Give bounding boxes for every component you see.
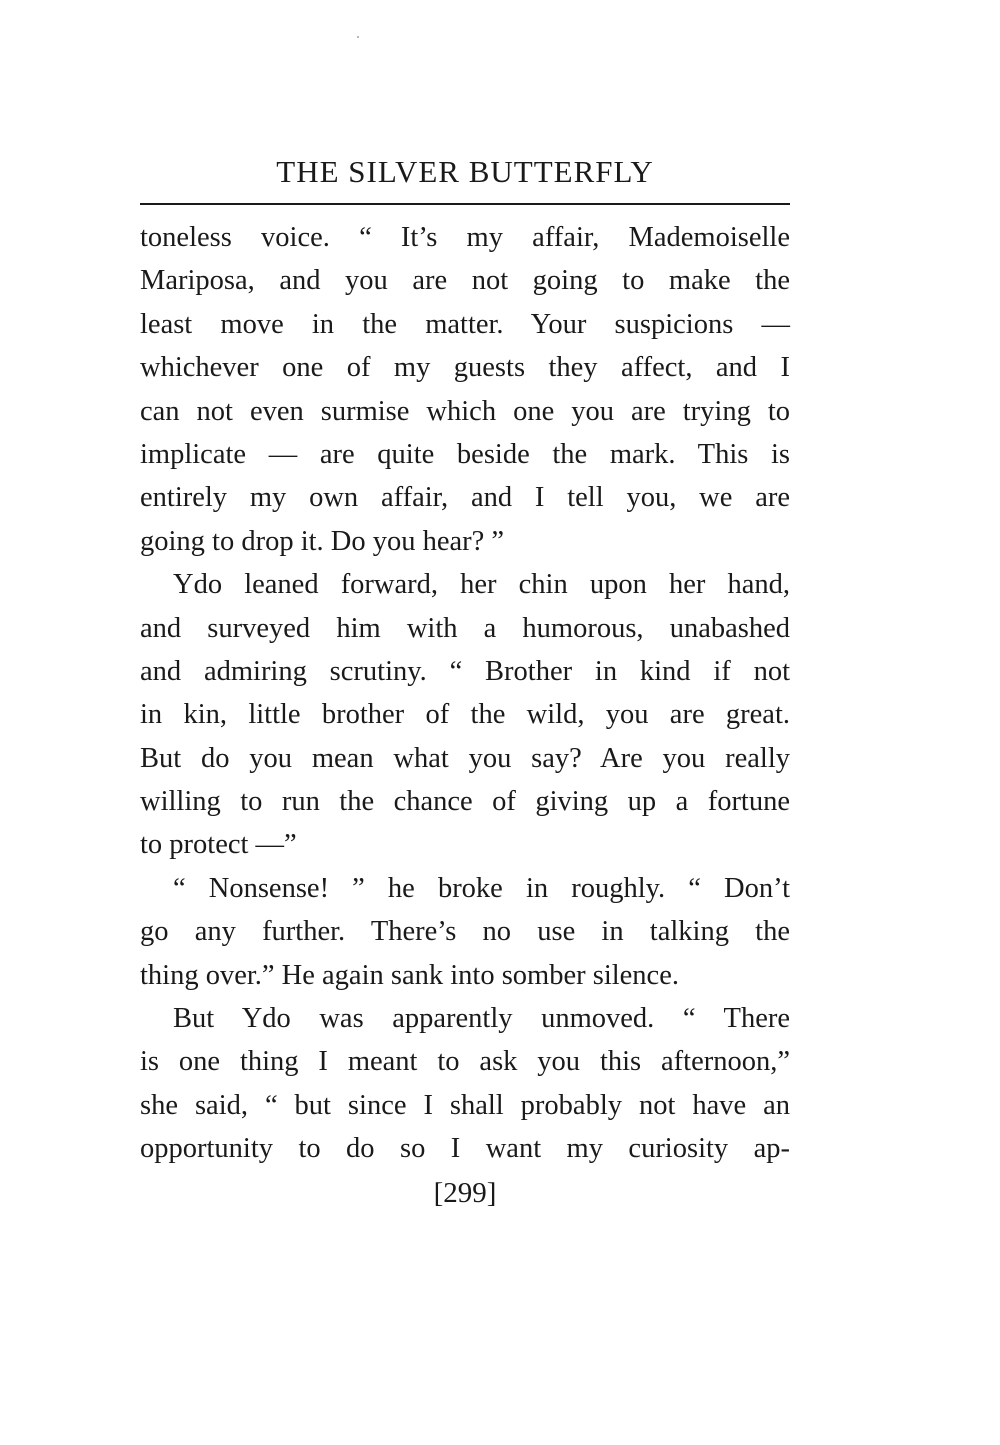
text-line: willing to run the chance of giving up a fortune — [140, 786, 790, 818]
text-line: opportunity to do so I want my curiosity ap- — [140, 1133, 790, 1165]
header-rule — [140, 203, 790, 205]
text-line: to protect —” — [140, 829, 297, 861]
text-line: in kin, little brother of the wild, you are great. — [140, 699, 790, 731]
text-line: “ Nonsense! ” he broke in roughly. “ Don’t — [173, 872, 790, 904]
text-line: implicate — are quite beside the mark. This is — [140, 438, 790, 470]
text-line: Ydo leaned forward, her chin upon her hand, — [173, 569, 790, 601]
text-line: least move in the matter. Your suspicions — — [140, 308, 790, 340]
text-line: is one thing I meant to ask you this afternoon,” — [140, 1046, 790, 1078]
text-line: But do you mean what you say? Are you really — [140, 742, 790, 774]
body-text — [140, 216, 790, 1171]
text-line: whichever one of my guests they affect, and I — [140, 352, 790, 384]
text-line: go any further. There’s no use in talking the — [140, 916, 790, 948]
text-line: and admiring scrutiny. “ Brother in kind if not — [140, 655, 790, 687]
text-line: But Ydo was apparently unmoved. “ There — [173, 1003, 790, 1035]
page-number: [299] — [433, 1177, 497, 1209]
text-line: entirely my own affair, and I tell you, we are — [140, 482, 790, 514]
text-line: can not even surmise which one you are trying to — [140, 395, 790, 427]
text-line: going to drop it. Do you hear? ” — [140, 525, 505, 557]
text-line: thing over.” He again sank into somber silence. — [140, 959, 679, 991]
text-line: toneless voice. “ It’s my affair, Mademoiselle — [140, 222, 790, 253]
text-line: and surveyed him with a humorous, unabashed — [140, 612, 790, 644]
text-line: she said, “ but since I shall probably not have an — [140, 1089, 790, 1121]
paper-speck — [357, 36, 359, 38]
running-head: THE SILVER BUTTERFLY — [276, 154, 654, 189]
text-line: Mariposa, and you are not going to make the — [140, 265, 790, 297]
